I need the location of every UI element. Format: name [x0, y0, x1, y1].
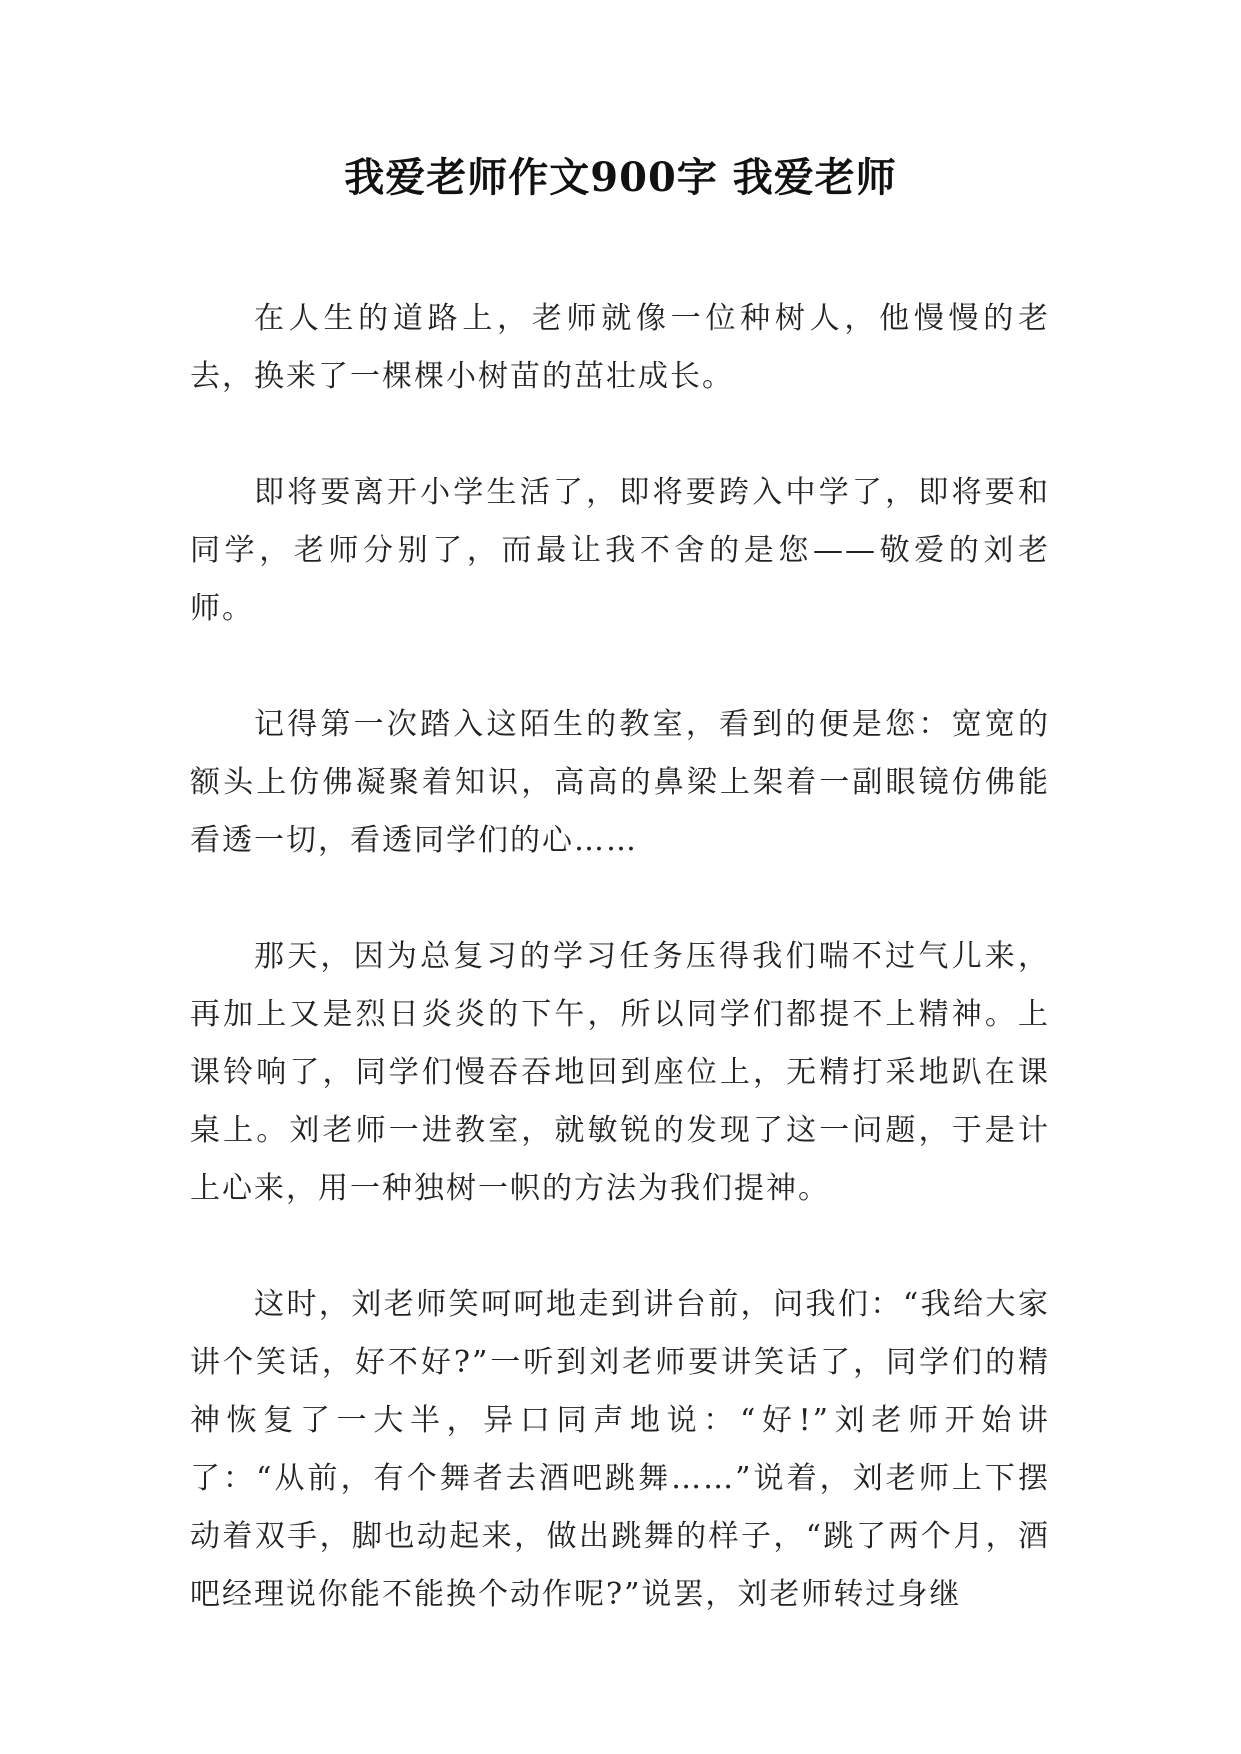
document-body: [190, 290, 1050, 1682]
paragraph: 记得第一次踏入这陌生的教室，看到的便是您：宽宽的额头上仿佛凝聚着知识，高高的鼻梁上架着一副眼镜仿佛能看透一切，看透同学们的心……: [190, 707, 1050, 858]
paragraph: 即将要离开小学生活了，即将要跨入中学了，即将要和同学，老师分别了，而最让我不舍的是您——敬爱的刘老师。: [190, 475, 1050, 626]
document-title: 我爱老师作文900字 我爱老师: [344, 154, 897, 201]
paragraph: 在人生的道路上，老师就像一位种树人，他慢慢的老去，换来了一棵棵小树苗的茁壮成长。: [190, 301, 1050, 394]
paragraph: 那天，因为总复习的学习任务压得我们喘不过气儿来，再加上又是烈日炎炎的下午，所以同学们都提不上精神。上课铃响了，同学们慢吞吞地回到座位上，无精打采地趴在课桌上。刘老师一进教室，就敏锐的发现了这一问题，于是计上心来，用一种独树一帜的方法为我们提神。: [190, 939, 1050, 1206]
paragraph: 这时，刘老师笑呵呵地走到讲台前，问我们：“我给大家讲个笑话，好不好?”一听到刘老师要讲笑话了，同学们的精神恢复了一大半，异口同声地说：“好!”刘老师开始讲了：“从前，有个舞者去酒吧跳舞……”说着，刘老师上下摆动着双手，脚也动起来，做出跳舞的样子，“跳了两个月，酒吧经理说你能不能换个动作呢?”说罢，刘老师转过身继: [190, 1287, 1050, 1612]
